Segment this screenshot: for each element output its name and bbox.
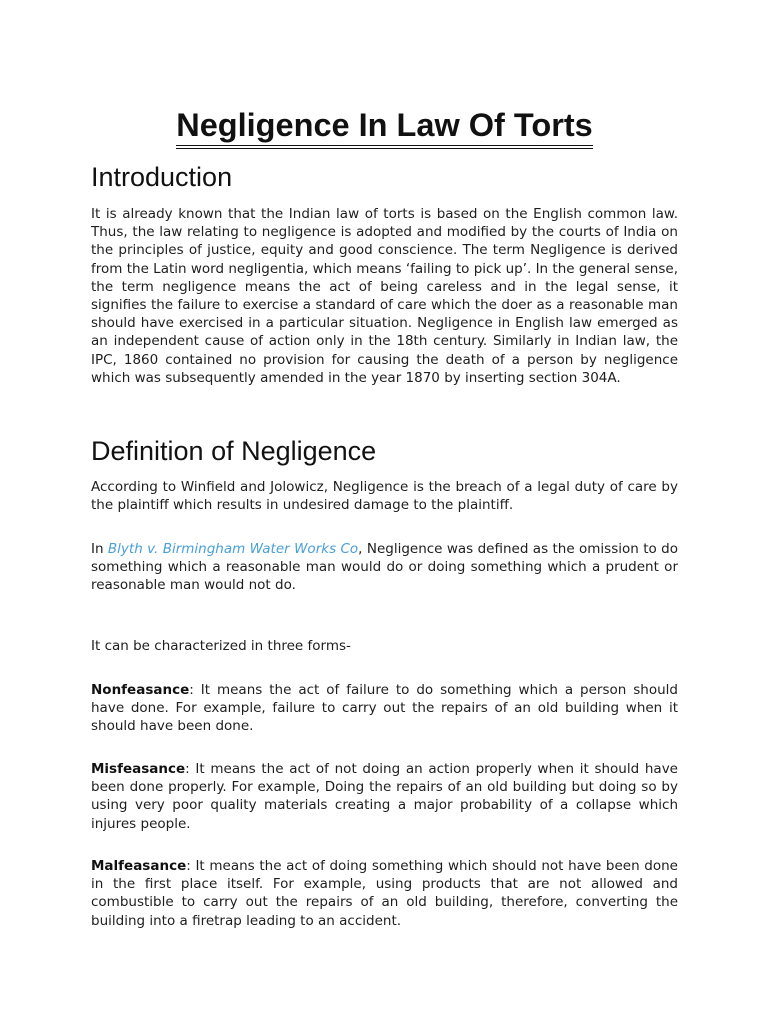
- introduction-paragraph: It is already known that the Indian law of torts is based on the English common law. Thus, the law relating to negligence is adopted and modified by the courts of India on the principles of justice, equity and good conscience. The term Negligence is derived from the Latin word negligentia, which means ‘failing to pick up’. In the general sense, the term negligence means the act of being careless and in the legal sense, it signifies the failure to exercise a standard of care which the doer as a reasonable man should have exercised in a particular situation. Negligence in English law emerged as an independent cause of action only in the 18th century. Similarly in Indian law, the IPC, 1860 contained no provision for causing the death of a person by negligence which was subsequently amended in the year 1870 by inserting section 304A.: [91, 206, 678, 386]
- form-nonfeasance: [91, 681, 678, 736]
- blyth-case-link[interactable]: Blyth v. Birmingham Water Works Co: [107, 541, 359, 557]
- form-malfeasance: [91, 857, 678, 930]
- forms-intro: It can be characterized in three forms-: [91, 638, 351, 654]
- form-term-malfeasance: Malfeasance: [91, 858, 187, 874]
- definition-paragraph-blyth: [91, 540, 678, 595]
- blyth-prefix: In: [91, 541, 108, 557]
- definition-heading: Definition of Negligence: [91, 436, 377, 466]
- form-text-malfeasance: : It means the act of doing something which should not have been done in the first place itself. For example, using products that are not allowed and combustible to carry out the repairs of an old building, therefore, converting the building into a firetrap leading to an accident.: [91, 858, 678, 929]
- form-term-nonfeasance: Nonfeasance: [91, 682, 190, 698]
- document-title: [91, 103, 678, 149]
- form-misfeasance: [91, 760, 678, 833]
- form-text-nonfeasance: : It means the act of failure to do something which a person should have done. For example, failure to carry out the repairs of an old building when it should have been done.: [91, 682, 678, 735]
- document-title-text: Negligence In Law Of Torts: [176, 105, 593, 149]
- definition-paragraph-winfield: According to Winfield and Jolowicz, Negligence is the breach of a legal duty of care by the plaintiff which results in undesired damage to the plaintiff.: [91, 479, 678, 514]
- form-text-misfeasance: : It means the act of not doing an action properly when it should have been done properly. For example, Doing the repairs of an old building but doing so by using very poor quality materials creating a major probability of a collapse which injures people.: [91, 761, 678, 832]
- form-term-misfeasance: Misfeasance: [91, 761, 186, 777]
- blyth-suffix: , Negligence was defined as the omission to do something which a reasonable man would do or doing something which a prudent or reasonable man would not do.: [91, 541, 678, 594]
- introduction-heading: Introduction: [91, 162, 233, 192]
